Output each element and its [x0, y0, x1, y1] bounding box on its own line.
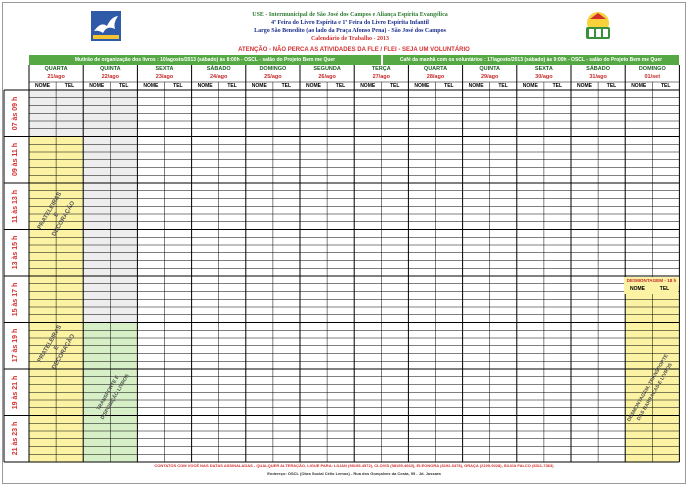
day-subheader: NOME TEL [306, 83, 346, 89]
time-slot-label: 07 às 09 h [12, 96, 20, 130]
time-slot-label: 15 às 17 h [12, 282, 20, 316]
desmontagem-tel: TEL [651, 285, 678, 294]
prateleiras-note-2: PRATELEIRAS E DECORAÇÃO [36, 324, 76, 371]
day-subheader: NOME TEL [35, 83, 75, 89]
day-header: QUINTA 29/ago [479, 66, 501, 80]
desmontagem-title: DESMONTAGEM - 18 h [624, 277, 679, 285]
day-subheader: NOME TEL [89, 83, 129, 89]
day-header: DOMINGO 25/ago [259, 66, 287, 80]
cafe-banner: Café da manhã com os voluntários : 17/agosto/2013 (sábado) às 9:00h - OSCL - salão do Projeto Bem me Quer [383, 55, 679, 65]
day-header: QUARTA 21/ago [44, 66, 68, 80]
day-header: QUINTA 22/ago [99, 66, 121, 80]
time-slot-label: 13 às 15 h [12, 236, 20, 270]
footer-address: Endereço: OSCL (Obra Social Célio Lemos) - Rua dos Gonçalves da Costa, 95 - Jd. Jussara [267, 471, 441, 476]
time-slot-label: 11 às 13 h [12, 189, 20, 223]
day-subheader: NOME TEL [577, 83, 617, 89]
desmontagem-note: DESMONTAGEM, TRANSPORTE DAS BARRACAS E LIVROS [626, 353, 674, 423]
header-line2: 4ª Feira do Livro Espírita e 1ª Feira do Livro Espírita Infantil [271, 20, 429, 26]
header-line3: Largo São Benedito (ao lado da Praça Afonso Pena) - São José dos Campos [254, 28, 446, 34]
day-subheader: NOME TEL [251, 83, 292, 89]
header-line1: USE - Intermunicipal de São José dos Campos e Aliança Espírita Evangélica [252, 12, 448, 18]
day-subheader: NOME TEL [143, 83, 183, 89]
day-header: DOMINGO 01/set [638, 66, 666, 80]
day-header: SEGUNDA 26/ago [313, 66, 341, 80]
day-subheader: NOME TEL [468, 83, 508, 89]
day-subheader: NOME TEL [522, 83, 563, 89]
day-header: SEXTA 23/ago [155, 66, 174, 80]
time-slot-label: 19 às 21 h [12, 375, 20, 409]
day-subheader: NOME TEL [197, 83, 237, 89]
header-line4: Calendário de Trabalho - 2013 [310, 36, 390, 42]
time-slot-label: 21 às 23 h [12, 422, 20, 456]
day-header: SEXTA 30/ago [534, 66, 553, 80]
attention-banner: ATENÇÃO - NÃO PERCA AS ATIVIDADES DA FLE / FLEI - SEJA UM VOLUNTÁRIO [238, 47, 470, 53]
desmontagem-nome: NOME [624, 285, 651, 294]
prateleiras-note-1: PRATELEIRAS E DECORAÇÃO [36, 191, 76, 238]
day-header: SÁBADO 24/ago [206, 66, 231, 80]
day-subheader: NOME TEL [360, 83, 400, 89]
day-header: QUARTA 28/ago [423, 66, 448, 80]
mutirao-banner: Mutirão de organização dos livros : 10/agosto/2013 (sábado) às 8:00h - OSCL - salão do Projeto Bem me Quer [29, 55, 381, 65]
day-subheader: NOME TEL [414, 83, 454, 89]
transporte-note: TRANSPORTE E DISPOSIÇÃO LIVROS [95, 373, 131, 421]
day-header: SÁBADO 31/ago [586, 66, 611, 80]
time-slot-label: 17 às 19 h [12, 329, 20, 363]
day-subheader: NOME TEL [631, 83, 671, 89]
day-header: TERÇA 27/ago [371, 66, 391, 80]
footer-contacts: CONTATOS COM VOCÊ NAS DATAS ASSINALADAS - QUALQUER ALTERAÇÃO, LIGUE PARA: LILIAN (98195-4572), CLOVIS (98195-4663), ELEONORA (8192-0478), GRAÇA (2199-9228), SILVIA FALCO (8311-7363) [154, 463, 554, 468]
time-slot-label: 09 às 11 h [12, 143, 20, 177]
